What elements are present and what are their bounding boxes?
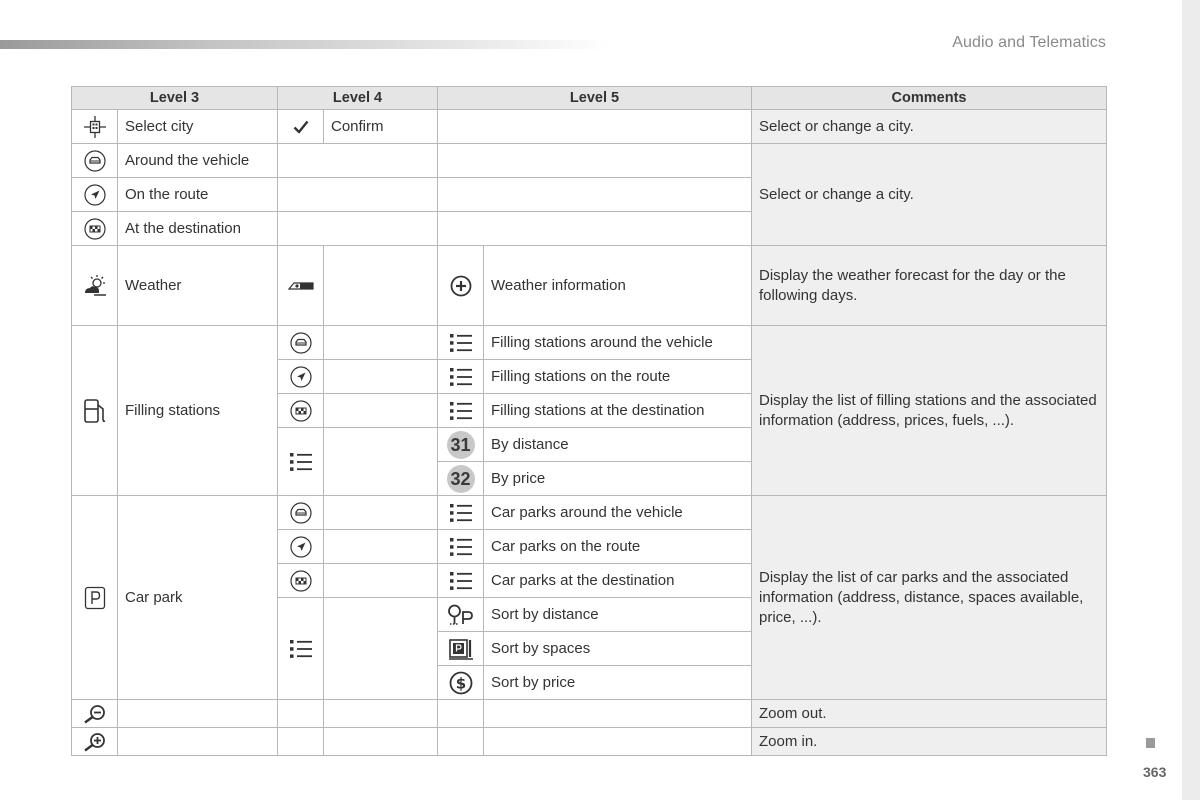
at-destination-label: At the destination: [118, 212, 278, 246]
table-row: [72, 496, 1107, 530]
list-icon: [449, 367, 473, 387]
filling-stations-cell[interactable]: [72, 326, 118, 496]
filling-sort-cell[interactable]: [278, 428, 324, 496]
col-header-level4: Level 4: [278, 87, 438, 110]
list-icon: [289, 452, 313, 472]
table-row: [72, 326, 1107, 360]
car-park-destination-list-cell[interactable]: [438, 564, 484, 598]
plus-circle-icon: [450, 275, 472, 297]
car-park-destination-cell[interactable]: [278, 564, 324, 598]
zoom-out-icon: [83, 704, 107, 724]
filling-around-list-cell[interactable]: [438, 326, 484, 360]
fuel-pump-icon: [83, 397, 107, 425]
zoom-out-comment: Zoom out.: [752, 700, 1107, 728]
col-header-comments: Comments: [752, 87, 1107, 110]
select-city-cell[interactable]: [72, 110, 118, 144]
page-marker: [1146, 738, 1155, 748]
on-route-cell[interactable]: [72, 178, 118, 212]
parking-sign-icon: [84, 586, 106, 610]
list-icon: [449, 571, 473, 591]
zoom-in-icon: [83, 732, 107, 752]
filling-stations-comment: Display the list of filling stations and the associated information (address, prices, fuels, ...).: [752, 326, 1107, 496]
sort-distance-cell[interactable]: [438, 598, 484, 632]
weather-label: Weather: [118, 246, 278, 326]
table-row: [72, 728, 1107, 756]
table-header-row: [72, 87, 1107, 110]
checkered-flag-circle-icon: [84, 218, 106, 240]
zoom-in-comment: Zoom in.: [752, 728, 1107, 756]
slider-bar-icon: [288, 281, 314, 291]
list-icon: [449, 333, 473, 353]
zoom-out-cell[interactable]: [72, 700, 118, 728]
page-edge-strip: [1182, 0, 1200, 800]
car-park-around-cell[interactable]: [278, 496, 324, 530]
checkmark-icon: [293, 120, 309, 134]
svg-text:$: $: [455, 674, 466, 692]
filling-around-cell[interactable]: [278, 326, 324, 360]
around-vehicle-label: Around the vehicle: [118, 144, 278, 178]
list-icon: [289, 639, 313, 659]
car-park-route-label: Car parks on the route: [484, 530, 752, 564]
city-crosshair-icon: [82, 114, 108, 140]
by-price-cell[interactable]: [438, 462, 484, 496]
sort-distance-label: Sort by distance: [484, 598, 752, 632]
car-park-around-list-cell[interactable]: [438, 496, 484, 530]
list-icon: [449, 401, 473, 421]
badge-32: 32: [447, 465, 475, 493]
sun-cloud-icon: [82, 274, 108, 298]
parking-spaces-icon: [448, 638, 474, 660]
sort-spaces-label: Sort by spaces: [484, 632, 752, 666]
car-in-circle-icon: [84, 150, 106, 172]
pin-p-icon: [447, 604, 475, 626]
sort-price-cell[interactable]: [438, 666, 484, 700]
car-park-around-label: Car parks around the vehicle: [484, 496, 752, 530]
filling-stations-label: Filling stations: [118, 326, 278, 496]
table-row: [72, 144, 1107, 178]
menu-table: [71, 86, 1107, 756]
confirm-label: Confirm: [324, 110, 438, 144]
car-park-comment: Display the list of car parks and the associated information (address, distance, spaces available, price, ...).: [752, 496, 1107, 700]
header-gradient-bar: [0, 40, 610, 49]
sort-spaces-cell[interactable]: [438, 632, 484, 666]
weather-cell[interactable]: [72, 246, 118, 326]
sort-price-label: Sort by price: [484, 666, 752, 700]
car-in-circle-icon: [290, 332, 312, 354]
navigation-arrow-circle-icon: [290, 536, 312, 558]
location-comment: Select or change a city.: [752, 144, 1107, 246]
by-distance-label: By distance: [484, 428, 752, 462]
by-price-label: By price: [484, 462, 752, 496]
section-title: Audio and Telematics: [952, 34, 1106, 51]
weather-info-label: Weather information: [484, 246, 752, 326]
car-in-circle-icon: [290, 502, 312, 524]
car-park-destination-label: Car parks at the destination: [484, 564, 752, 598]
page-number: 363: [1143, 764, 1167, 780]
confirm-cell[interactable]: [278, 110, 324, 144]
on-route-label: On the route: [118, 178, 278, 212]
car-park-label: Car park: [118, 496, 278, 700]
filling-destination-label: Filling stations at the destination: [484, 394, 752, 428]
navigation-arrow-circle-icon: [84, 184, 106, 206]
filling-route-cell[interactable]: [278, 360, 324, 394]
select-city-comment: Select or change a city.: [752, 110, 1107, 144]
list-icon: [449, 503, 473, 523]
dollar-circle-icon: [449, 671, 473, 695]
checkered-flag-circle-icon: [290, 400, 312, 422]
filling-destination-list-cell[interactable]: [438, 394, 484, 428]
filling-route-list-cell[interactable]: [438, 360, 484, 394]
select-city-label: Select city: [118, 110, 278, 144]
checkered-flag-circle-icon: [290, 570, 312, 592]
by-distance-cell[interactable]: [438, 428, 484, 462]
list-icon: [449, 537, 473, 557]
car-park-route-cell[interactable]: [278, 530, 324, 564]
filling-route-label: Filling stations on the route: [484, 360, 752, 394]
navigation-arrow-circle-icon: [290, 366, 312, 388]
around-vehicle-cell[interactable]: [72, 144, 118, 178]
col-header-level5: Level 5: [438, 87, 752, 110]
filling-destination-cell[interactable]: [278, 394, 324, 428]
filling-around-label: Filling stations around the vehicle: [484, 326, 752, 360]
col-header-level3: Level 3: [72, 87, 278, 110]
weather-option-cell[interactable]: [278, 246, 324, 326]
car-park-route-list-cell[interactable]: [438, 530, 484, 564]
table-row: [72, 700, 1107, 728]
car-park-sort-cell[interactable]: [278, 598, 324, 700]
table-row: [72, 110, 1107, 144]
zoom-in-cell[interactable]: [72, 728, 118, 756]
car-park-cell[interactable]: [72, 496, 118, 700]
at-destination-cell[interactable]: [72, 212, 118, 246]
weather-info-cell[interactable]: [438, 246, 484, 326]
badge-31: 31: [447, 431, 475, 459]
weather-comment: Display the weather forecast for the day or the following days.: [752, 246, 1107, 326]
table-row: [72, 246, 1107, 326]
